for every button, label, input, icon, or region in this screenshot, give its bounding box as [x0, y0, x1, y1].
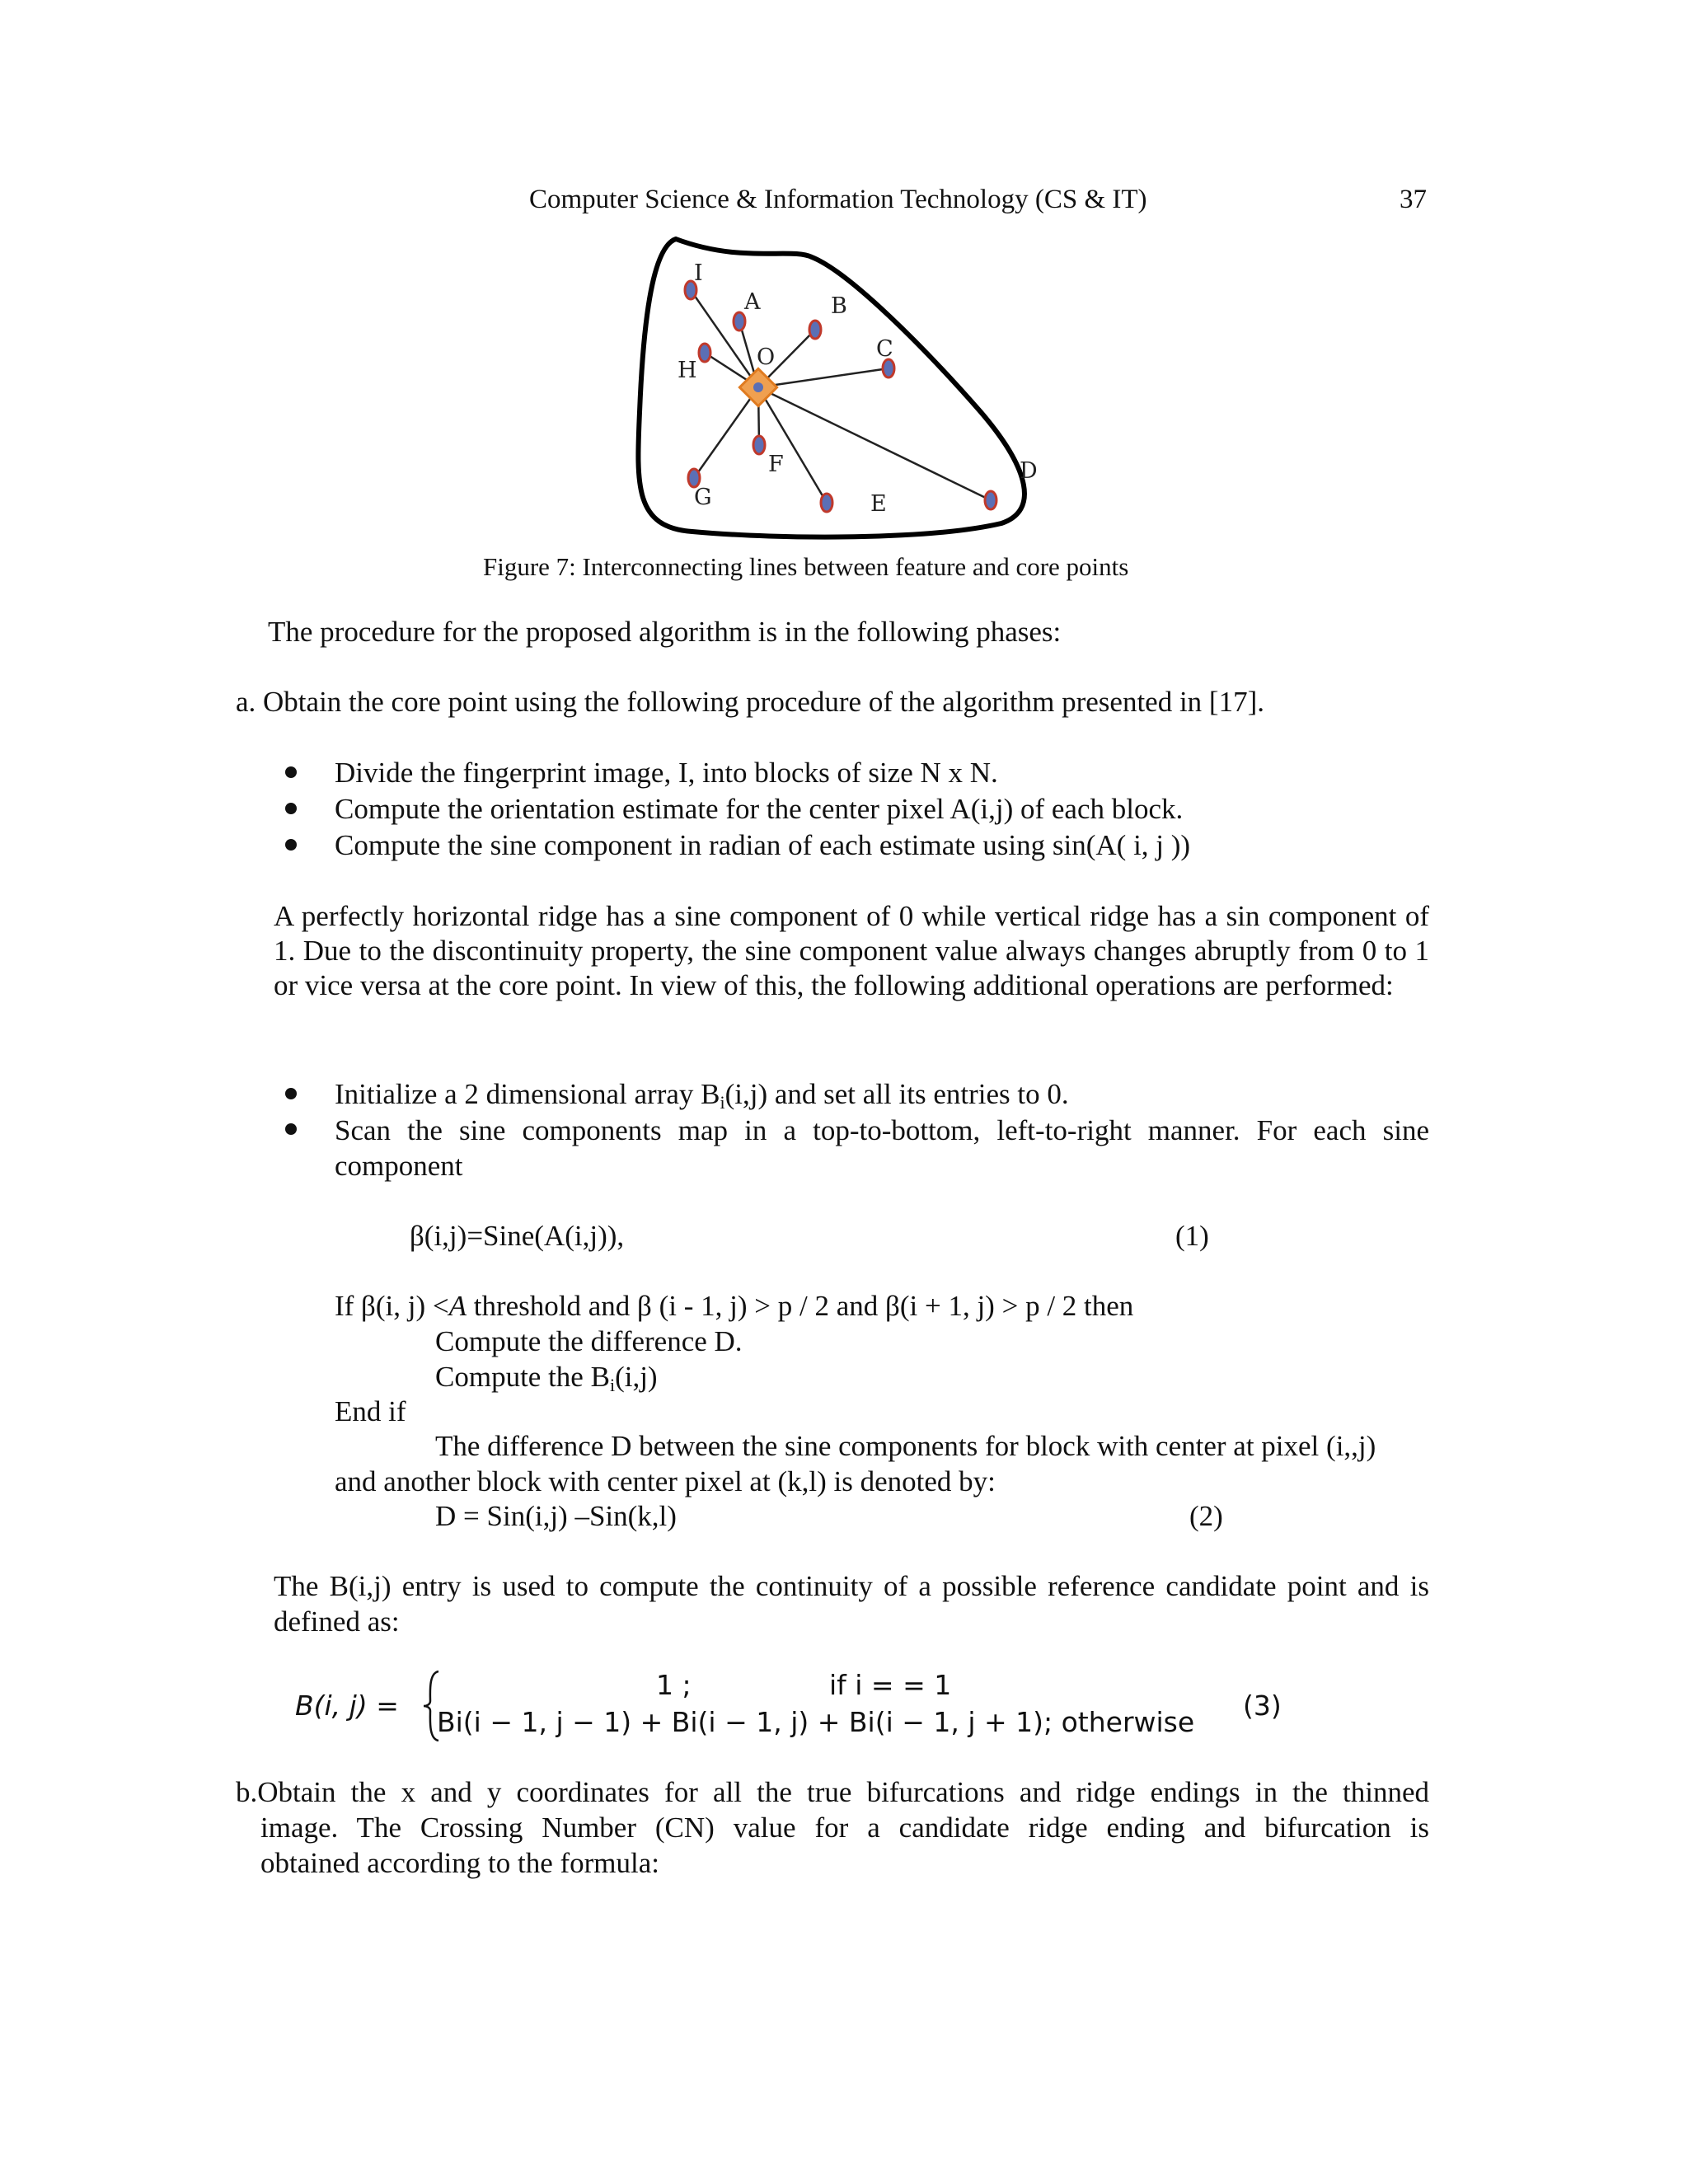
bullet-scan-line-1: Scan the sine components map in a top-to-bottom, left-to-right manner. For each sine: [335, 1114, 1429, 1146]
bullet-dot: [285, 1123, 297, 1135]
running-header: Computer Science & Information Technology (CS & IT): [529, 185, 1147, 214]
equation-1-number: (1): [1175, 1220, 1209, 1252]
point-d: [985, 491, 996, 509]
algo-diff-line-2: and another block with center pixel at (k,l) is denoted by:: [335, 1465, 996, 1497]
equation-3-number: (3): [1243, 1690, 1282, 1722]
bullet-dot: [285, 839, 297, 851]
algo-end-if: End if: [335, 1395, 406, 1427]
page-number: 37: [1400, 185, 1427, 214]
paragraph-b-entry-line-2: defined as:: [274, 1605, 400, 1638]
equation-2: D = Sin(i,j) –Sin(k,l): [435, 1500, 677, 1532]
equation-3-case-2: Bi(i − 1, j − 1) + Bi(i − 1, j) + Bi(i − 1, j + 1); otherwise: [437, 1706, 1195, 1738]
label-o: O: [757, 344, 776, 370]
point-f: [753, 436, 765, 454]
paragraph-sine-component: A perfectly horizontal ridge has a sine component of 0 while vertical ridge has a sin component of 1. Due to the discontinuity property, the sine component value always changes abruptly from 0 to 1 or vice versa at the core point. In view of this, the following additional operations are performed:: [274, 900, 1429, 1001]
bullet-dot: [285, 803, 297, 814]
paragraph-b-entry-line-1: The B(i,j) entry is used to compute the continuity of a possible reference candidate point and is: [274, 1570, 1429, 1602]
step-a-bullet-1: Divide the fingerprint image, I, into blocks of size N x N.: [335, 757, 998, 789]
point-e: [821, 494, 832, 512]
label-f: F: [768, 452, 784, 477]
point-b: [809, 321, 821, 339]
step-b-line-3: obtained according to the formula:: [260, 1847, 660, 1879]
label-a: A: [744, 289, 761, 315]
bullet-scan-line-2: component: [335, 1150, 463, 1182]
step-b-line-2: image. The Crossing Number (CN) value for a candidate ridge ending and bifurcation is: [260, 1811, 1429, 1844]
label-b: B: [831, 293, 847, 319]
equation-2-number: (2): [1189, 1500, 1223, 1532]
label-g: G: [694, 485, 712, 510]
bullet-dot: [285, 766, 297, 778]
algo-compute-d: Compute the difference D.: [435, 1325, 743, 1357]
point-h: [699, 344, 710, 362]
point-c: [883, 359, 894, 377]
label-c: C: [876, 336, 893, 362]
line-o-g: [694, 387, 758, 478]
point-a: [734, 312, 745, 330]
equation-3-case-1-condition: if i = = 1: [829, 1669, 952, 1701]
label-d: D: [1020, 458, 1038, 484]
equation-3-case-1-value: 1 ;: [656, 1669, 692, 1701]
label-h: H: [678, 358, 697, 383]
algo-compute-b: Compute the $B_i(i,j)$: [435, 1361, 658, 1395]
algo-if-line: If β(i, j) <A threshold and β (i - 1, j) > p / 2 and β(i + 1, j) > p / 2 then: [335, 1290, 1134, 1322]
bullet-dot: [285, 1088, 297, 1099]
step-b-line-1: b.Obtain the x and y coordinates for all the true bifurcations and ridge endings in the thinned: [236, 1776, 1429, 1808]
figure-caption: Figure 7: Interconnecting lines between feature and core points: [483, 552, 1129, 581]
step-a-text: a. Obtain the core point using the following procedure of the algorithm presented in [17].: [236, 686, 1264, 718]
line-o-c: [758, 368, 889, 387]
intro-text: The procedure for the proposed algorithm is in the following phases:: [268, 616, 1062, 648]
label-e: E: [870, 491, 887, 517]
line-o-d: [758, 387, 991, 500]
algo-diff-line-1: The difference D between the sine components for block with center at pixel (i,,j): [435, 1430, 1376, 1462]
label-i: I: [694, 260, 703, 286]
step-a-bullet-2: Compute the orientation estimate for the center pixel A(i,j) of each block.: [335, 793, 1184, 825]
equation-3-lhs: B(i, j) =: [295, 1690, 399, 1722]
bullet-initialize-array: Initialize a 2 dimensional array $B_i(i,j)$ and set all its entries to 0.: [335, 1078, 1069, 1113]
equation-1: β(i,j)=Sine(A(i,j)),: [410, 1220, 625, 1252]
step-a-bullet-3: Compute the sine component in radian of each estimate using sin(A( i, j )): [335, 829, 1191, 861]
